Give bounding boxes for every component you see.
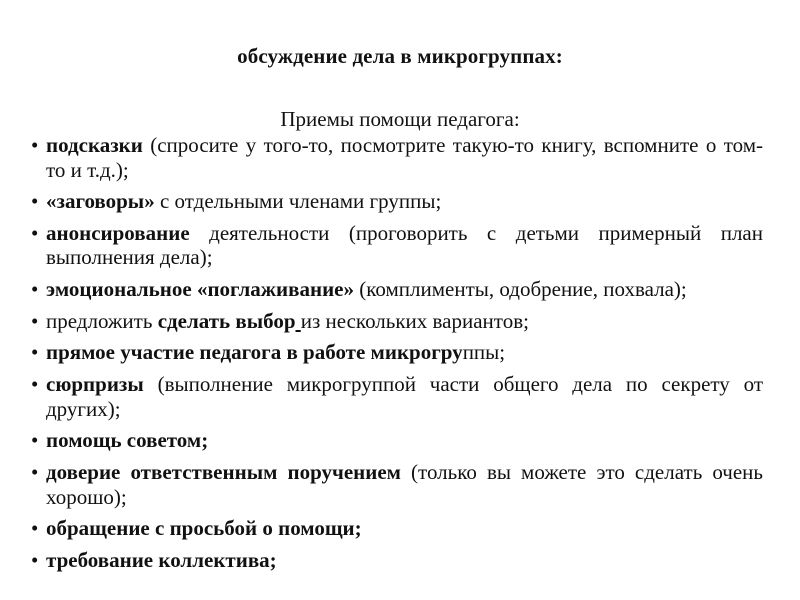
item-term: сюрпризы [46, 372, 144, 397]
list-item [28, 309, 763, 334]
item-description: (комплименты, одобрение, похвала); [354, 277, 687, 302]
slide-subtitle: Приемы помощи педагога: [280, 107, 520, 131]
item-term: требование коллектива; [46, 547, 277, 572]
item-term: эмоциональное «поглаживание» [46, 277, 354, 302]
list-item [28, 133, 763, 182]
item-term: доверие ответственным поручением [46, 460, 401, 484]
list-item [28, 516, 763, 541]
list-item [28, 221, 763, 270]
item-description: ппы; [462, 340, 506, 365]
slide-title: обсуждение дела в микрогруппах: [237, 44, 563, 68]
item-term: прямое участие педагога в работе микрогру [46, 340, 463, 365]
list-item [28, 460, 763, 509]
list-item [28, 189, 763, 214]
item-term: сделать выбор [157, 308, 296, 333]
list-item [28, 277, 763, 302]
item-term: обращение с просьбой о помощи; [46, 516, 362, 541]
list-item [28, 372, 763, 421]
techniques-list [28, 133, 763, 580]
item-term: подсказки [46, 133, 143, 157]
item-description: из нескольких вариантов; [300, 308, 529, 333]
list-item [28, 340, 763, 365]
item-term: анонсирование [46, 220, 190, 245]
item-description: с отдельными членами группы; [154, 189, 442, 214]
list-item [28, 428, 763, 453]
list-item [28, 548, 763, 573]
item-description: (выполнение микрогруппой части общего дела по секрету от других); [46, 372, 763, 421]
item-description: (только вы можете это сделать очень хорошо); [46, 460, 763, 509]
item-term: «заговоры» [46, 189, 155, 214]
item-description: (спросите у того-то, посмотрите такую-то книгу, вспомните о том-то и т.д.); [46, 133, 763, 182]
item-term: помощь советом; [46, 428, 209, 453]
item-prefix: предложить [46, 308, 158, 333]
item-description: деятельности (проговорить с детьми примерный план выполнения дела); [46, 220, 763, 270]
